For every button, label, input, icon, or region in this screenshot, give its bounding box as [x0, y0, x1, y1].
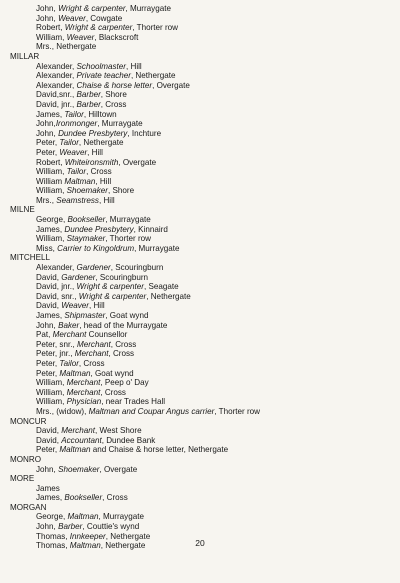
directory-entry — [10, 23, 390, 33]
directory-entry — [10, 311, 390, 321]
entry-text: James — [36, 483, 60, 493]
entry-text: MILLAR — [10, 51, 40, 61]
occupation-text: Wright & carpenter — [78, 291, 147, 301]
occupation-text: Carrier to Kingoldrum — [57, 243, 135, 253]
occupation-text: Maltman — [67, 512, 99, 522]
entry-text: , Hilltown — [83, 109, 117, 119]
occupation-text: Merchant — [61, 426, 95, 436]
occupation-text: Shoemaker — [66, 186, 108, 196]
entry-text: George, — [36, 512, 68, 522]
occupation-text: Barber — [76, 99, 101, 109]
entry-text: Peter, jnr., — [36, 349, 75, 359]
directory-entry — [10, 215, 390, 225]
entry-text: James, — [36, 311, 65, 320]
surname-heading — [10, 455, 390, 465]
entry-text: David, — [36, 301, 62, 311]
occupation-text: Baker — [58, 320, 80, 330]
occupation-text: Maltman — [69, 541, 101, 551]
entry-text: John, — [36, 320, 59, 330]
entry-text: , Murraygate — [98, 512, 144, 522]
directory-entry — [10, 90, 390, 100]
entry-text: John, — [36, 4, 59, 13]
directory-entry — [10, 426, 390, 436]
occupation-text: Shipmaster — [64, 311, 106, 320]
entry-text: John, — [36, 522, 59, 532]
entry-text: , Thorter row — [105, 234, 151, 244]
directory-entry — [10, 177, 390, 187]
directory-entry — [10, 292, 390, 302]
entry-text: James, — [36, 109, 65, 119]
entry-text: , Peep o' Day — [100, 378, 149, 388]
occupation-text: Gardener — [61, 272, 96, 282]
entry-text: Peter, — [36, 445, 60, 455]
directory-entry — [10, 263, 390, 273]
occupation-text: Staymaker — [66, 234, 106, 244]
entry-text: John, — [36, 13, 59, 23]
entry-text: , Murraygate — [97, 119, 143, 129]
entry-text: , Nethergate — [146, 291, 191, 301]
directory-entry — [10, 14, 390, 24]
entry-text: Mrs., (widow), — [36, 406, 89, 416]
entry-text: William, — [36, 167, 67, 177]
directory-entry — [10, 301, 390, 311]
directory-entry — [10, 369, 390, 379]
directory-entry — [10, 465, 390, 475]
occupation-text: Innkeeper — [69, 531, 106, 541]
entry-text: MILNE — [10, 205, 35, 215]
entry-text: David, — [36, 435, 62, 445]
directory-entry — [10, 436, 390, 446]
occupation-text: Maltman — [59, 368, 91, 378]
entry-text: John, — [36, 119, 56, 129]
entry-text: , Murraygate — [105, 215, 151, 225]
entry-text: , Shore — [107, 186, 135, 196]
occupation-text: Merchant — [66, 387, 101, 397]
surname-heading — [10, 474, 390, 484]
entry-text: William, — [36, 397, 67, 407]
directory-entry — [10, 81, 390, 91]
entry-text: , Hill — [87, 147, 103, 157]
occupation-text: Tailor — [59, 138, 79, 148]
occupation-text: Tailor — [64, 109, 84, 119]
occupation-text: Merchant — [74, 349, 109, 359]
entry-text: Alexander, — [36, 80, 77, 90]
entry-text: William, — [36, 32, 67, 42]
entry-text: , Murraygate — [125, 4, 171, 13]
entry-text: , Goat wynd — [90, 368, 134, 378]
entry-text: James, — [36, 493, 65, 503]
entry-text: Peter, — [36, 138, 60, 148]
entry-text: William, — [36, 234, 67, 244]
directory-entry — [10, 119, 390, 129]
entry-text: Miss, — [36, 243, 58, 253]
entry-text: , Cowgate — [85, 13, 123, 23]
occupation-text: Bookseller — [67, 215, 106, 225]
entry-text: , Scouringburn — [110, 263, 164, 273]
entry-text: Counsellor — [86, 330, 128, 340]
entry-text: William, — [36, 378, 67, 388]
entry-text: Peter, — [36, 358, 60, 368]
occupation-text: Weaver — [58, 13, 86, 23]
entry-text: MORGAN — [10, 502, 47, 512]
directory-entry — [10, 484, 390, 494]
entry-text: , Blackscroft — [94, 32, 139, 42]
entry-text: David,snr., — [36, 90, 77, 100]
entry-text: Thomas, — [36, 531, 70, 541]
entry-text: , Cross — [102, 493, 128, 503]
entry-text: , Hill — [125, 61, 142, 71]
entry-text: , Hill — [98, 195, 115, 205]
directory-entry — [10, 349, 390, 359]
entry-text: , Scouringburn — [95, 272, 149, 282]
entry-text: , Couttie's wynd — [82, 522, 140, 532]
entry-text: Robert, — [36, 23, 65, 33]
entry-text: , Nethergate — [100, 541, 146, 551]
entry-text: MONRO — [10, 454, 42, 464]
entry-text: , Inchture — [127, 128, 162, 138]
entry-text: , Thorter row — [132, 23, 179, 33]
occupation-text: Physician — [66, 397, 102, 407]
directory-entry — [10, 340, 390, 350]
occupation-text: Weaver — [59, 147, 88, 157]
directory-entry — [10, 196, 390, 206]
entry-text: , Nethergate — [130, 71, 176, 81]
occupation-text: Ironmonger — [55, 119, 98, 129]
entry-text: Thomas, — [36, 541, 70, 551]
entry-text: , Dundee Bank — [101, 435, 156, 445]
directory-entry — [10, 273, 390, 283]
occupation-text: Wright & carpenter — [58, 4, 126, 13]
entry-text: , Thorter row — [214, 406, 261, 416]
entry-text: , Cross — [100, 99, 127, 109]
occupation-text: Maltman — [59, 445, 91, 455]
entry-text: MITCHELL — [10, 253, 51, 263]
entry-text: , Cross — [86, 167, 112, 177]
directory-entry — [10, 330, 390, 340]
entry-text: , near Trades Hall — [101, 397, 166, 407]
directory-entry — [10, 4, 390, 14]
surname-heading — [10, 503, 390, 513]
entry-text: , Cross — [110, 339, 137, 349]
occupation-text: Weaver — [66, 32, 95, 42]
entry-text: , Murraygate — [134, 243, 180, 253]
directory-entry — [10, 512, 390, 522]
entry-text: David, snr., — [36, 291, 79, 301]
entry-text: MONCUR — [10, 416, 47, 426]
occupation-text: Gardener — [76, 263, 111, 273]
entry-text: , Hill — [88, 301, 105, 311]
directory-entry — [10, 397, 390, 407]
directory-entry — [10, 493, 390, 503]
entry-text: , Overgate — [99, 464, 138, 474]
entry-text: Alexander, — [36, 61, 77, 71]
directory-entry — [10, 445, 390, 455]
directory-entry — [10, 167, 390, 177]
directory-entry — [10, 359, 390, 369]
directory-entry — [10, 282, 390, 292]
directory-entry — [10, 62, 390, 72]
entry-text: David, jnr., — [36, 99, 77, 109]
occupation-text: Merchant — [76, 339, 111, 349]
directory-entry — [10, 42, 390, 52]
entry-text: James, — [36, 224, 65, 234]
entry-text: , Overgate — [118, 157, 157, 167]
occupation-text: Chaise & horse letter — [76, 80, 153, 90]
entry-text: , Overgate — [152, 80, 190, 90]
occupation-text: Wright & carpenter — [76, 282, 144, 292]
page-number: 20 — [195, 538, 205, 548]
occupation-text: Maltman — [64, 176, 96, 186]
surname-heading — [10, 205, 390, 215]
directory-entry — [10, 71, 390, 81]
directory-entry — [10, 407, 390, 417]
occupation-text: Weaver — [61, 301, 89, 311]
entry-text: Robert, — [36, 157, 65, 167]
entry-text: Peter, — [36, 368, 60, 378]
directory-entry — [10, 244, 390, 254]
entry-text: , Cross — [108, 349, 135, 359]
entry-text: , Cross — [100, 387, 126, 397]
occupation-text: Seamstress — [56, 195, 99, 205]
entry-text: John, — [36, 464, 59, 474]
entry-text: , West Shore — [94, 426, 142, 436]
occupation-text: Maltman and Coupar Angus carrier — [88, 406, 215, 416]
entry-text: MORE — [10, 474, 35, 484]
surname-heading — [10, 52, 390, 62]
entry-text: William, — [36, 186, 67, 196]
occupation-text: Schoolmaster — [76, 61, 126, 71]
entry-text: , Goat wynd — [105, 311, 149, 320]
entry-text: David, jnr., — [36, 282, 77, 292]
directory-entry — [10, 234, 390, 244]
entry-text: William, — [36, 387, 67, 397]
occupation-text: Wright & carpenter — [64, 23, 133, 33]
surname-heading — [10, 417, 390, 427]
entry-text: , head of the Murraygate — [79, 320, 168, 330]
directory-listing — [10, 4, 390, 551]
occupation-text: Whiteironsmith — [64, 157, 119, 167]
directory-entry — [10, 110, 390, 120]
directory-entry — [10, 33, 390, 43]
directory-entry — [10, 158, 390, 168]
entry-text: , Seagate — [143, 282, 179, 292]
occupation-text: Dundee Presbytery — [58, 128, 128, 138]
directory-entry — [10, 321, 390, 331]
entry-text: , Nethergate — [78, 138, 124, 148]
entry-text: William — [36, 176, 65, 186]
occupation-text: Barber — [76, 90, 101, 100]
entry-text: George, — [36, 215, 68, 225]
entry-text: and Chaise & horse letter, Nethergate — [90, 445, 229, 455]
directory-entry — [10, 186, 390, 196]
surname-heading — [10, 253, 390, 263]
entry-text: Peter, — [36, 147, 60, 157]
entry-text: Pat, — [36, 330, 53, 340]
entry-text: , Hill — [95, 176, 112, 186]
directory-entry — [10, 148, 390, 158]
entry-text: David, — [36, 426, 62, 436]
directory-entry — [10, 100, 390, 110]
occupation-text: Bookseller — [64, 493, 103, 503]
directory-entry — [10, 378, 390, 388]
directory-entry — [10, 129, 390, 139]
entry-text: John, — [36, 128, 59, 138]
entry-text: Alexander, — [36, 263, 77, 273]
entry-text: Mrs., — [36, 195, 57, 205]
entry-text: , Nethergate — [105, 531, 151, 541]
directory-entry — [10, 225, 390, 235]
entry-text: Mrs., Nethergate — [36, 42, 97, 52]
directory-entry — [10, 388, 390, 398]
occupation-text: Merchant — [52, 330, 87, 340]
directory-entry — [10, 138, 390, 148]
occupation-text: Private teacher — [76, 71, 131, 81]
occupation-text: Shoemaker — [58, 464, 100, 474]
occupation-text: Barber — [58, 522, 83, 532]
occupation-text: Accountant — [61, 435, 102, 445]
entry-text: , Shore — [100, 90, 127, 100]
occupation-text: Merchant — [66, 378, 101, 388]
entry-text: , Kinnaird — [133, 224, 168, 234]
entry-text: Peter, snr., — [36, 339, 77, 349]
occupation-text: Tailor — [66, 167, 87, 177]
directory-entry — [10, 522, 390, 532]
entry-text: , Cross — [78, 358, 105, 368]
entry-text: Alexander, — [36, 71, 77, 81]
occupation-text: Dundee Presbytery — [64, 224, 134, 234]
entry-text: David, — [36, 272, 62, 282]
occupation-text: Tailor — [59, 358, 79, 368]
